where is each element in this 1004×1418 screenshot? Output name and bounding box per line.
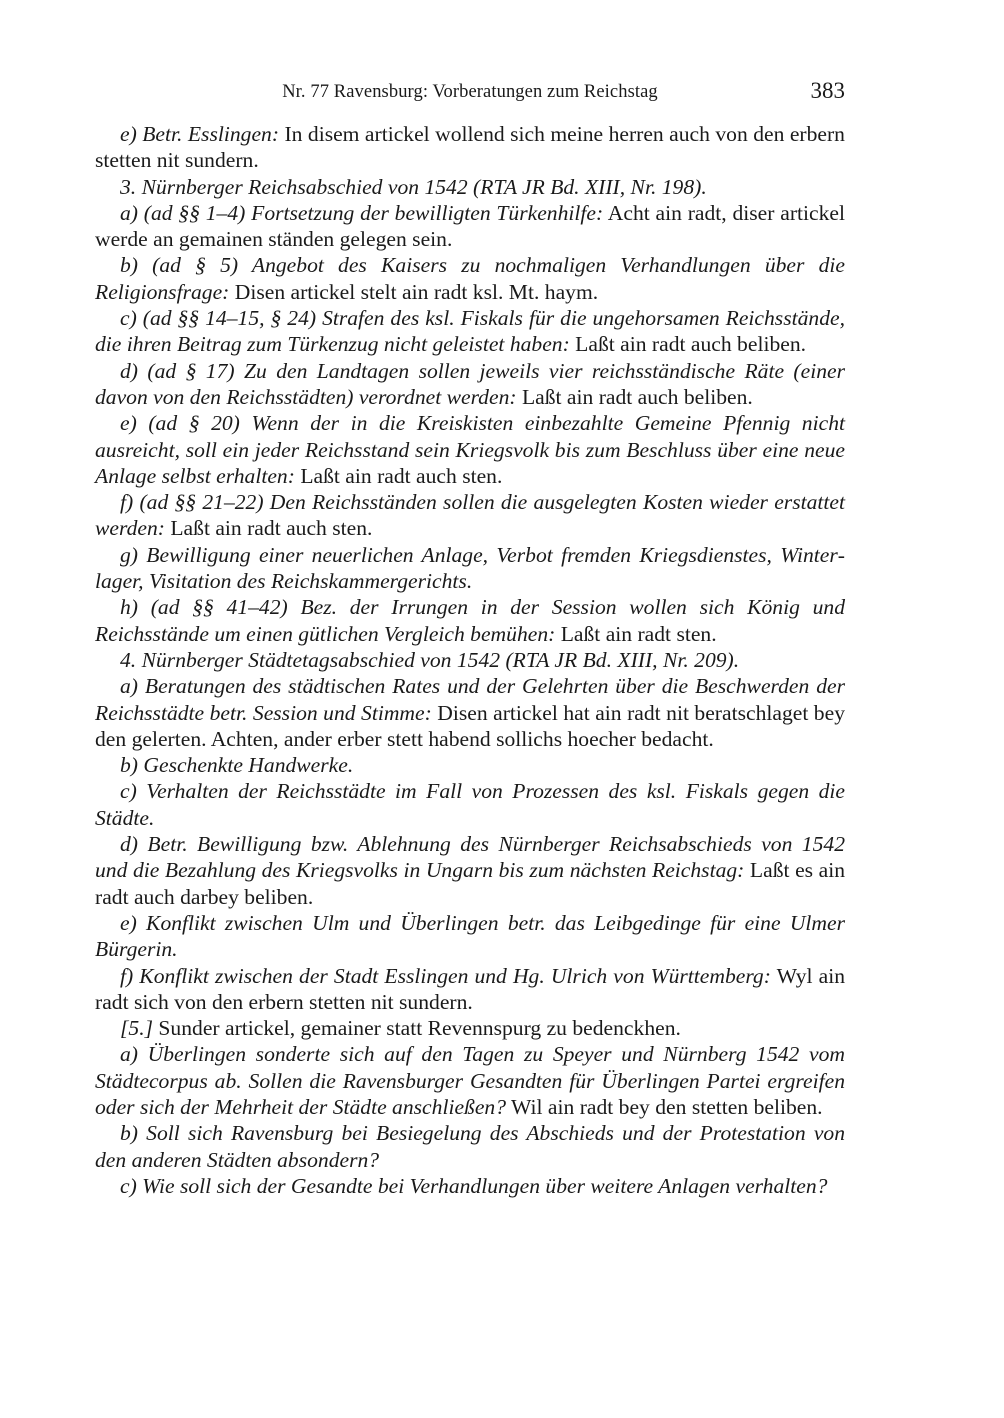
roman-segment: Disen artickel hat ain radt nit beratschlaget bey den gelerten. Achten, ander erber stett habend sollichs hoecher bedacht. xyxy=(95,700,845,751)
paragraph xyxy=(95,1015,845,1041)
italic-segment: [5.] xyxy=(120,1016,154,1041)
paragraph xyxy=(95,358,845,411)
paragraph xyxy=(95,1173,845,1199)
roman-segment: Laßt ain radt auch sten. xyxy=(294,463,503,488)
italic-segment: c) Verhalten der Reichsstädte im Fall von Prozessen des ksl. Fiskals gegen die Städte. xyxy=(95,779,845,830)
roman-segment: Acht ain radt, diser artickel werde an gemainen ständen gelegen sein. xyxy=(95,200,845,252)
italic-segment: b) Soll sich Ravensburg bei Besiegelung des Abschieds und der Protestation von den anderen Städten absondern? xyxy=(95,1121,845,1172)
roman-segment: Wyl ain radt sich von den erbern stetten nit sundern. xyxy=(95,963,845,1014)
paragraph xyxy=(95,1041,845,1120)
paragraph xyxy=(95,910,845,963)
italic-segment: 4. Nürnberger Städtetagsabschied von 1542 (RTA JR Bd. XIII, Nr. 209). xyxy=(120,647,740,672)
italic-segment: c) Wie soll sich der Gesandte bei Verhandlungen über weitere Anlagen verhalten? xyxy=(120,1173,828,1198)
italic-segment: a) Überlingen sonderte sich auf den Tagen zu Speyer und Nürnberg 1542 vom Städtecorpus ab. Sollen die Ravensburger Gesandten für Überlingen Partei ergreifen oder sich der Mehrheit der Städte anschließen? xyxy=(95,1042,845,1119)
italic-segment: c) (ad §§ 14–15, § 24) Strafen des ksl. Fiskals für die ungehorsamen Reichsstände, die ihren Beitrag zum Türkenzug nicht geleistet haben: xyxy=(95,306,845,357)
roman-segment: Laßt es ain radt auch darbey beliben. xyxy=(95,858,845,909)
roman-segment: Disen artickel stelt ain radt ksl. Mt. haym. xyxy=(229,279,599,304)
running-title: Nr. 77 Ravensburg: Vorberatungen zum Reichstag xyxy=(282,82,658,102)
body-text xyxy=(95,121,845,1199)
paragraph xyxy=(95,200,845,253)
paragraph xyxy=(95,305,845,358)
paragraph xyxy=(95,752,845,778)
paragraph xyxy=(95,489,845,542)
paragraph xyxy=(95,174,845,200)
paragraph xyxy=(95,673,845,752)
italic-segment: d) (ad § 17) Zu den Landtagen sollen jeweils vier reichsständische Räte (einer davon von den Reichsstädten) verordnet werden: xyxy=(95,358,845,409)
italic-segment: a) (ad §§ 1–4) Fortsetzung der bewilligten Türkenhilfe: xyxy=(120,200,604,225)
italic-segment: d) Betr. Bewilligung bzw. Ablehnung des Nürnberger Reichsabschieds von 1542 und die Bezahlung des Kriegsvolks in Ungarn bis zum nächsten Reichstag: xyxy=(95,832,845,883)
roman-segment: In disem artickel wollend sich meine herren auch von den erbern stetten nit sundern. xyxy=(95,122,845,173)
paragraph xyxy=(95,121,845,174)
running-head xyxy=(95,78,845,108)
roman-segment: Laßt ain radt auch beliben. xyxy=(569,332,807,357)
paragraph xyxy=(95,542,845,595)
roman-segment: Laßt ain radt auch sten. xyxy=(164,516,373,541)
roman-segment: Wil ain radt bey den stetten beliben. xyxy=(506,1094,823,1119)
italic-segment: a) Beratungen des städtischen Rates und der Gelehrten über die Beschwerden der Reichsstädte betr. Session und Stimme: xyxy=(95,674,845,725)
page-number: 383 xyxy=(810,78,845,103)
italic-segment: g) Bewilligung einer neuerlichen Anlage, Verbot fremden Kriegsdienstes, Winterlager, Visitation des Reichskammergerichts. xyxy=(95,542,845,594)
italic-segment: f) (ad §§ 21–22) Den Reichsständen sollen die ausgelegten Kosten wieder erstattet werden: xyxy=(95,490,845,541)
paragraph xyxy=(95,594,845,647)
paragraph xyxy=(95,963,845,1016)
italic-segment: b) Geschenkte Handwerke. xyxy=(120,753,354,778)
italic-segment: e) Konflikt zwischen Ulm und Überlingen betr. das Leibgedinge für eine Ulmer Bürgerin. xyxy=(95,910,845,962)
roman-segment: Laßt ain radt auch beliben. xyxy=(516,384,753,409)
paragraph xyxy=(95,252,845,305)
italic-segment: e) (ad § 20) Wenn der in die Kreiskisten einbezahlte Gemeine Pfennig nicht ausreicht, soll ein jeder Reichsstand sein Kriegsvolk bis zum Beschluss über eine neue Anlage selbst erhalten: xyxy=(95,411,845,488)
paragraph xyxy=(95,410,845,489)
roman-segment: Laßt ain radt sten. xyxy=(555,621,717,646)
italic-segment: 3. Nürnberger Reichsabschied von 1542 (RTA JR Bd. XIII, Nr. 198). xyxy=(120,174,707,199)
roman-segment: Sunder artickel, gemainer statt Revennspurg zu bedenckhen. xyxy=(153,1016,681,1041)
paragraph xyxy=(95,647,845,673)
italic-segment: b) (ad § 5) Angebot des Kaisers zu nochmaligen Verhandlungen über die Religionsfrage: xyxy=(95,253,845,304)
italic-segment: h) (ad §§ 41–42) Bez. der Irrungen in der Session wollen sich König und Reichsstände um einen gütlichen Vergleich bemühen: xyxy=(95,595,845,646)
paragraph xyxy=(95,1120,845,1173)
italic-segment: e) Betr. Esslingen: xyxy=(120,122,280,146)
italic-segment: f) Konflikt zwischen der Stadt Esslingen und Hg. Ulrich von Württemberg: xyxy=(120,963,771,988)
paragraph xyxy=(95,778,845,831)
paragraph xyxy=(95,831,845,910)
